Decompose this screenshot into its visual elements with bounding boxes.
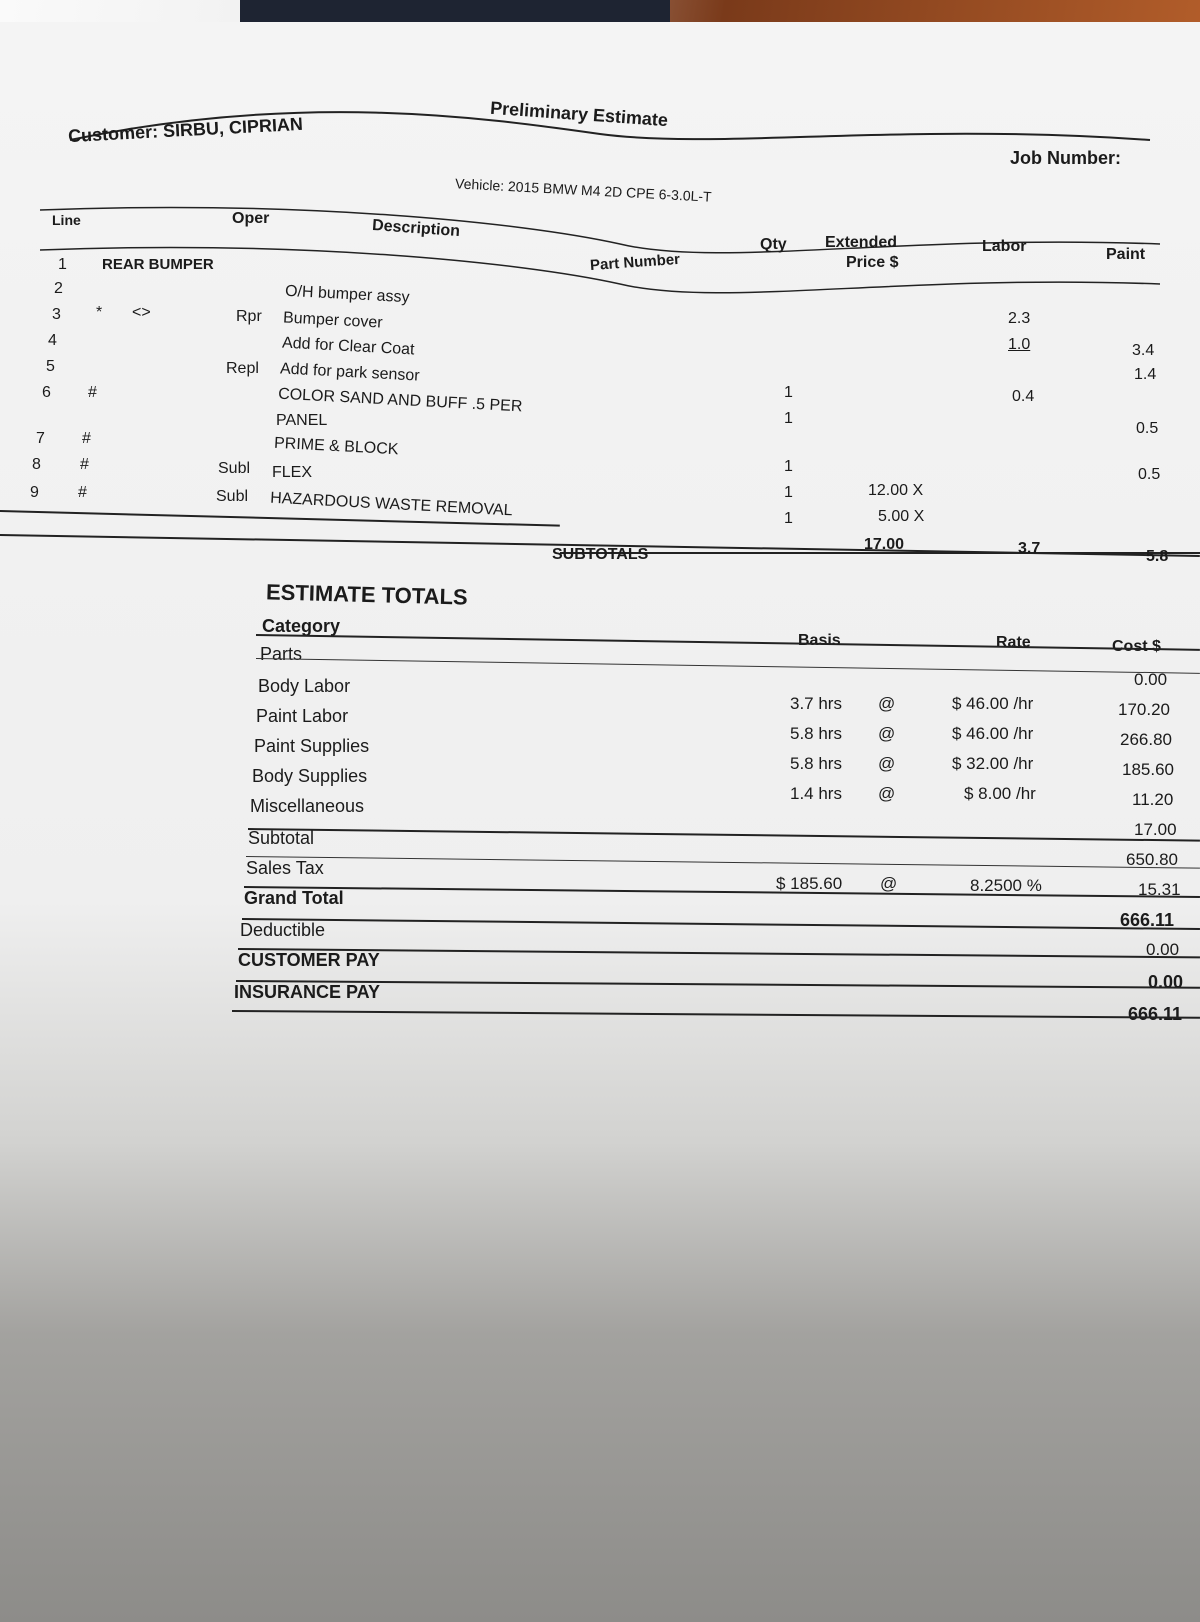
line-description-cont: PANEL: [276, 412, 328, 429]
total-cost: 0.00: [1134, 670, 1168, 689]
line-labor: 2.3: [1008, 310, 1031, 327]
line-paint: 0.5: [1138, 466, 1161, 483]
line-description: Bumper cover: [282, 309, 383, 332]
line-number: 6: [42, 384, 51, 401]
line-oper: Repl: [226, 360, 259, 377]
subtotal-paint: 5.8: [1146, 548, 1169, 565]
total-category: Grand Total: [244, 888, 344, 908]
line-oper: Subl: [216, 488, 249, 505]
subtotals-label: SUBTOTALS: [552, 546, 649, 563]
vehicle-info: Vehicle: 2015 BMW M4 2D CPE 6-3.0L-T: [454, 175, 713, 205]
line-oper: Rpr: [236, 308, 262, 325]
subtotal-price: 17.00: [864, 536, 905, 553]
total-category: Body Supplies: [252, 766, 368, 786]
total-basis: 1.4 hrs: [790, 784, 842, 803]
total-at: @: [878, 784, 896, 803]
total-category: INSURANCE PAY: [234, 982, 381, 1002]
line-number: 3: [52, 306, 61, 323]
total-category: Paint Supplies: [254, 736, 370, 756]
divider: [232, 1010, 1200, 1019]
total-category: CUSTOMER PAY: [238, 950, 380, 970]
line-number: 5: [46, 358, 55, 375]
total-at: @: [880, 874, 898, 893]
total-cost: 650.80: [1126, 850, 1178, 869]
line-flag: #: [88, 384, 97, 401]
total-rate: $ 32.00 /hr: [952, 754, 1034, 773]
line-number: 2: [54, 280, 63, 297]
col-labor: Labor: [982, 238, 1027, 255]
total-basis: 5.8 hrs: [790, 724, 842, 743]
total-basis: $ 185.60: [776, 874, 843, 893]
divider: [246, 856, 1200, 869]
col-cost: Cost $: [1112, 638, 1161, 655]
total-category: Subtotal: [248, 828, 315, 848]
total-category: Paint Labor: [256, 706, 349, 726]
line-paint: 1.4: [1134, 366, 1157, 383]
col-price: Price $: [846, 254, 899, 271]
subtotal-labor: 3.7: [1018, 540, 1041, 557]
insurance-pay-cost: 666.11: [1128, 1004, 1183, 1024]
total-at: @: [878, 754, 896, 773]
line-description: PRIME & BLOCK: [273, 434, 399, 459]
line-description: O/H bumper assy: [284, 282, 410, 307]
line-qty: 1: [784, 510, 793, 527]
divider: [256, 634, 1200, 651]
total-rate: $ 8.00 /hr: [964, 784, 1036, 803]
total-cost: 185.60: [1122, 760, 1174, 779]
line-description: Add for park sensor: [279, 360, 421, 385]
total-rate: $ 46.00 /hr: [952, 694, 1034, 713]
line-description: REAR BUMPER: [102, 256, 214, 273]
col-rate: Rate: [996, 634, 1031, 651]
line-labor: 0.4: [1012, 388, 1035, 405]
line-description: FLEX: [272, 464, 313, 481]
total-rate: $ 46.00 /hr: [952, 724, 1034, 743]
col-qty: Qty: [760, 236, 787, 253]
line-symbol: <>: [132, 304, 151, 321]
total-category: Deductible: [240, 920, 326, 940]
line-description: Add for Clear Coat: [281, 334, 415, 359]
customer-name: Customer: SIRBU, CIPRIAN: [67, 113, 304, 147]
total-category: Body Labor: [258, 676, 351, 696]
total-cost: 15.31: [1138, 880, 1181, 899]
divider: [236, 980, 1200, 989]
col-part-number: Part Number: [589, 250, 681, 275]
line-price: 12.00 X: [868, 482, 924, 499]
total-category: Parts: [260, 644, 303, 664]
grand-total-cost: 666.11: [1120, 910, 1175, 930]
line-qty: 1: [784, 410, 793, 427]
line-flag: #: [78, 484, 87, 501]
total-category: Miscellaneous: [250, 796, 365, 816]
line-flag: #: [82, 430, 91, 447]
line-description: HAZARDOUS WASTE REMOVAL: [269, 489, 514, 520]
line-paint: 3.4: [1132, 342, 1155, 359]
total-at: @: [878, 694, 896, 713]
line-description: COLOR SAND AND BUFF .5 PER: [277, 385, 523, 416]
line-labor: 1.0: [1008, 336, 1031, 353]
divider: [238, 948, 1200, 958]
line-number: 9: [30, 484, 39, 501]
total-basis: 5.8 hrs: [790, 754, 842, 773]
line-qty: 1: [784, 458, 793, 475]
col-extended: Extended: [825, 234, 898, 251]
line-price: 5.00 X: [878, 508, 925, 525]
total-at: @: [878, 724, 896, 743]
divider: [256, 658, 1200, 674]
divider: [248, 828, 1200, 842]
line-number: 7: [36, 430, 45, 447]
line-number: 8: [32, 456, 41, 473]
total-basis: 3.7 hrs: [790, 694, 842, 713]
total-cost: 0.00: [1146, 940, 1180, 959]
total-cost: 170.20: [1118, 700, 1170, 719]
divider: [242, 918, 1200, 930]
estimate-totals-title: ESTIMATE TOTALS: [265, 579, 468, 610]
line-qty: 1: [784, 484, 793, 501]
col-paint: Paint: [1106, 246, 1146, 263]
document-title: Preliminary Estimate: [489, 97, 669, 131]
col-line: Line: [52, 212, 81, 228]
col-description: Description: [371, 216, 461, 241]
line-oper: Subl: [218, 460, 251, 477]
divider: [244, 886, 1200, 898]
line-number: 4: [48, 332, 57, 349]
line-paint: 0.5: [1136, 420, 1159, 437]
col-basis: Basis: [798, 632, 841, 649]
col-category: Category: [262, 616, 341, 636]
job-number-label: Job Number:: [1010, 148, 1122, 168]
total-cost: 11.20: [1132, 790, 1174, 809]
col-oper: Oper: [232, 210, 270, 227]
estimate-sheet: [0, 22, 1200, 1622]
line-qty: 1: [784, 384, 793, 401]
line-flag: *: [96, 304, 103, 321]
total-category: Sales Tax: [246, 858, 324, 878]
total-cost: 17.00: [1134, 820, 1177, 839]
line-flag: #: [80, 456, 89, 473]
total-cost: 266.80: [1120, 730, 1172, 749]
line-number: 1: [58, 256, 67, 273]
customer-pay-cost: 0.00: [1148, 972, 1184, 992]
total-rate: 8.2500 %: [970, 876, 1042, 895]
